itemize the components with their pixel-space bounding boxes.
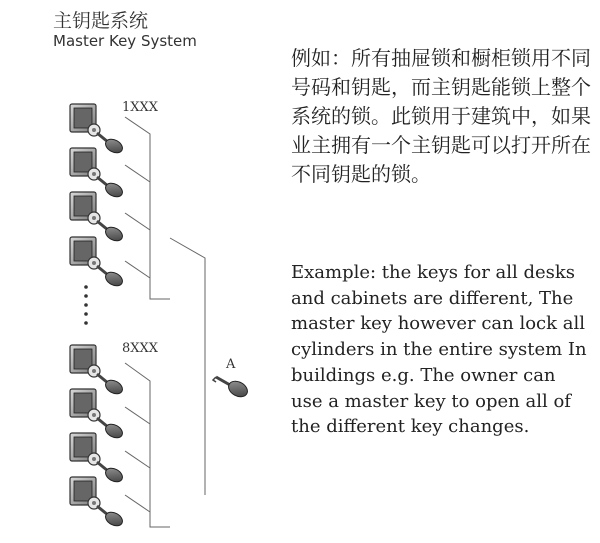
lock-key-pair: [70, 477, 125, 529]
connector-bottom-group: [125, 363, 170, 527]
master-key-icon: [213, 377, 250, 400]
group-label-1xxx: 1XXX: [122, 100, 159, 115]
master-key-label: A: [226, 357, 236, 372]
lock-key-pair: [70, 237, 125, 289]
connector-lines: [125, 117, 205, 527]
connector-master: [170, 238, 205, 495]
description-chinese: 例如：所有抽屉锁和橱柜锁用不同号码和钥匙，而主钥匙能锁上整个系统的锁。此锁用于建筑中，如果业主拥有一个主钥匙可以打开所在不同钥匙的锁。: [291, 46, 591, 186]
lock-key-pair: [70, 192, 125, 244]
group-label-8xxx: 8XXX: [122, 341, 159, 356]
ellipsis-dots: [84, 285, 88, 325]
description-english: Example: the keys for all desks and cabinets are different, The master key however can lock all cylinders in the entire system In buildings e.g. The owner can use a master key to open all of the different key changes.: [291, 262, 587, 438]
connector-top-group: [125, 117, 170, 299]
title-english: Master Key System: [53, 32, 197, 50]
title-chinese: 主钥匙系统: [53, 10, 149, 32]
master-key-diagram: [0, 0, 290, 543]
